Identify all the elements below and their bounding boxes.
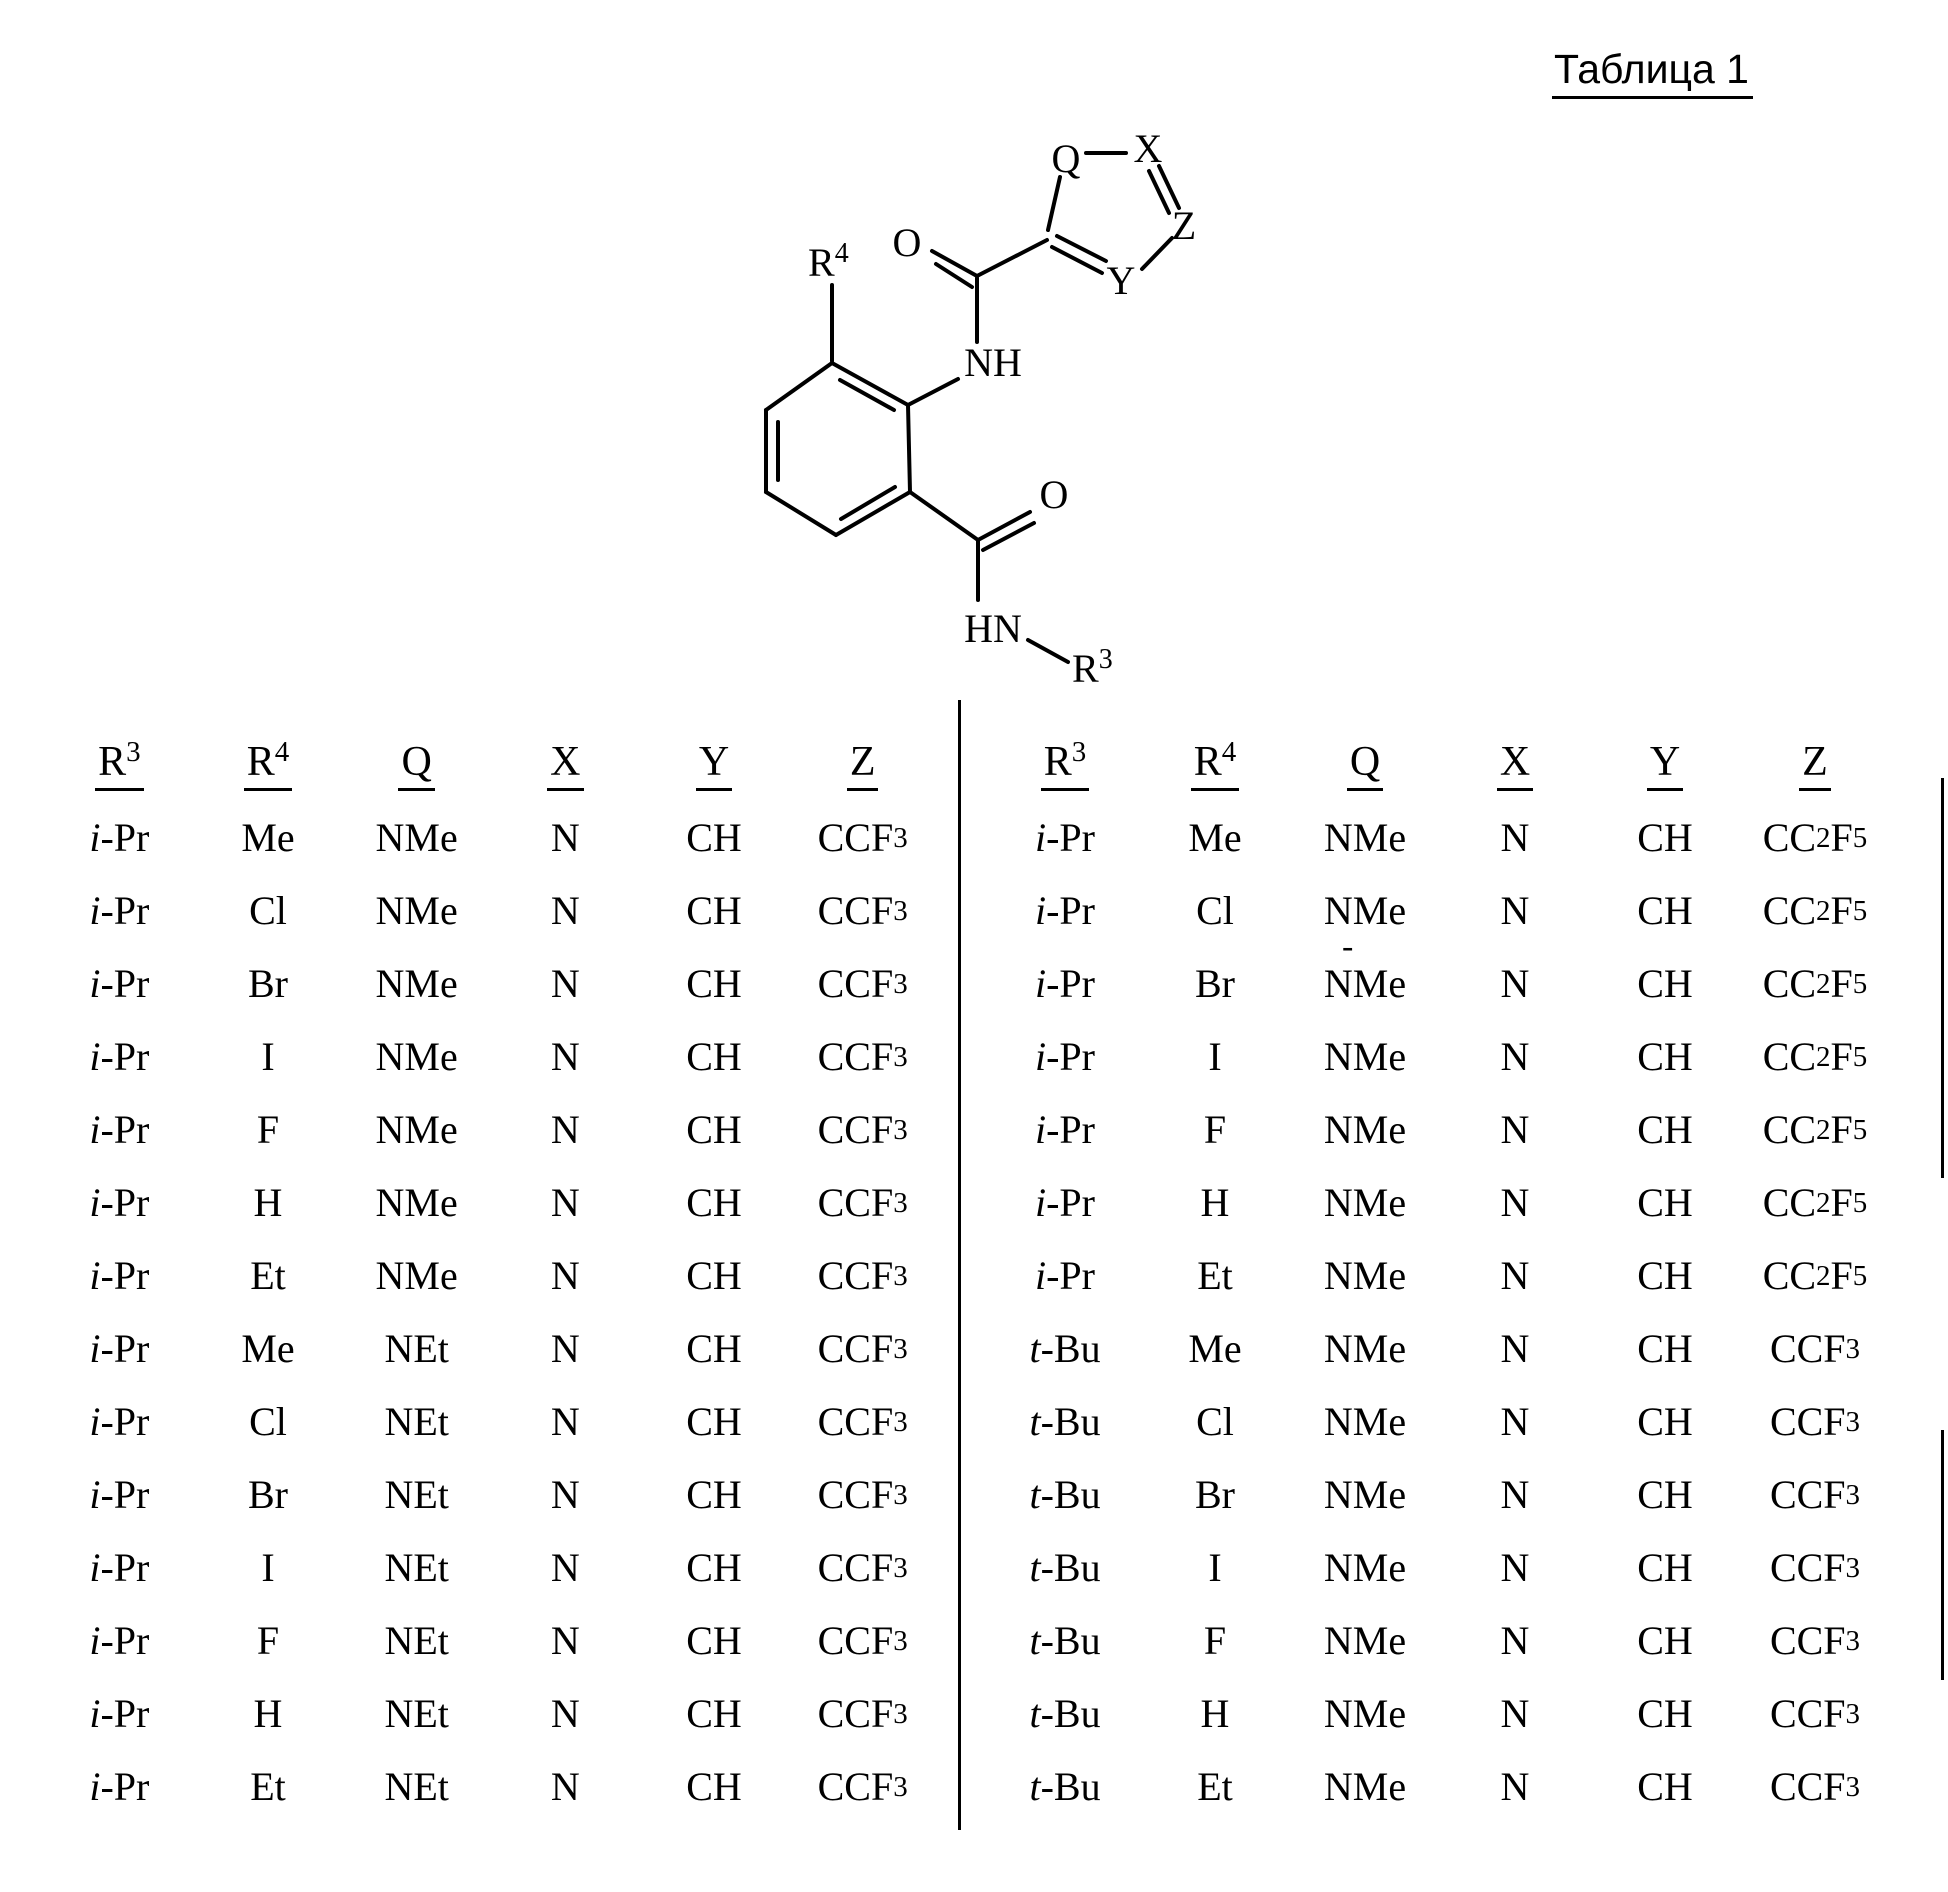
- table-cell-r3: i -Pr: [89, 1107, 150, 1152]
- column-header-y: Y: [1590, 728, 1740, 801]
- table-cell-z: CCF 3: [1769, 1399, 1861, 1444]
- table-cell-r4: F: [256, 1618, 280, 1663]
- chemical-structure: [560, 80, 1260, 720]
- table-cell-r3: i -Pr: [1034, 888, 1095, 933]
- table-cell-y: CH: [686, 1691, 742, 1736]
- table-cell-x: N: [550, 1034, 580, 1079]
- table-cell-q: NMe: [1323, 1472, 1407, 1517]
- table-cell-x: N: [1500, 1764, 1530, 1809]
- table-cell-x: N: [550, 1764, 580, 1809]
- table-cell-r4: I: [261, 1545, 275, 1590]
- table-cell-y: CH: [1637, 1545, 1693, 1590]
- column-header-r4: $R^4$: [1140, 728, 1290, 801]
- table-cell-z: CCF 3: [817, 961, 908, 1006]
- table-cell-z: CC 2 F 5: [1762, 1034, 1868, 1079]
- table-cell-y: CH: [686, 1107, 742, 1152]
- column-header-q: Q: [342, 728, 491, 801]
- table-cell-r4: Et: [1197, 1253, 1233, 1298]
- table-cell-y: CH: [686, 1472, 742, 1517]
- table-cell-y: CH: [1637, 888, 1693, 933]
- table-cell-z: CCF 3: [817, 1034, 908, 1079]
- table-cell-x: N: [550, 1691, 580, 1736]
- table-cell-x: N: [550, 1399, 580, 1444]
- table-cell-z: CCF 3: [817, 815, 908, 860]
- table-cell-q: NMe: [1323, 1691, 1407, 1736]
- table-cell-z: CCF 3: [817, 1691, 908, 1736]
- table-cell-r4: Br: [1195, 1472, 1235, 1517]
- table-cell-z: CC 2 F 5: [1762, 1180, 1868, 1225]
- column-header-x: X: [1440, 728, 1590, 801]
- label-z: Z: [1171, 203, 1197, 248]
- table-cell-r3: i -Pr: [89, 1034, 150, 1079]
- table-cell-r4: Me: [1188, 1326, 1242, 1371]
- table-cell-q: NMe: [375, 888, 458, 933]
- label-hn: HN: [964, 606, 1022, 651]
- table-cell-x: N: [1500, 1691, 1530, 1736]
- table-cell-z: CCF 3: [1769, 1472, 1861, 1517]
- table-cell-z: CC 2 F 5: [1762, 1253, 1868, 1298]
- table-cell-x: N: [1500, 1618, 1530, 1663]
- table-cell-r3: i -Pr: [89, 1180, 150, 1225]
- table-cell-z: CCF 3: [1769, 1618, 1861, 1663]
- table-cell-y: CH: [1637, 1399, 1693, 1444]
- table-cell-r3: i -Pr: [1034, 1107, 1095, 1152]
- table-cell-r4: Et: [250, 1764, 286, 1809]
- table-cell-r4: Br: [1195, 961, 1235, 1006]
- table-cell-r3: i -Pr: [89, 1472, 150, 1517]
- table-cell-r4: H: [1200, 1691, 1230, 1736]
- table-cell-r4: H: [1200, 1180, 1230, 1225]
- table-cell-r3: i -Pr: [89, 1326, 150, 1371]
- table-cell-r4: Cl: [249, 888, 287, 933]
- column-header-y: Y: [640, 728, 789, 801]
- table-cell-y: CH: [1637, 815, 1693, 860]
- table-divider: [958, 700, 961, 1830]
- table-cell-r4: Cl: [1196, 888, 1234, 933]
- table-cell-r4: Me: [241, 815, 295, 860]
- table-cell-x: N: [550, 1618, 580, 1663]
- table-cell-y: CH: [686, 888, 742, 933]
- table-cell-r3: i -Pr: [89, 888, 150, 933]
- table-cell-z: CCF 3: [817, 1253, 908, 1298]
- column-header-r4: $R^4$: [194, 728, 343, 801]
- label-r3: $R^3$: [1072, 644, 1113, 691]
- table-title: Таблица 1: [1552, 46, 1753, 99]
- table-cell-z: CCF 3: [817, 1326, 908, 1371]
- table-cell-r4: F: [1203, 1618, 1227, 1663]
- table-cell-r3: i -Pr: [89, 1618, 150, 1663]
- table-cell-y: CH: [686, 1618, 742, 1663]
- table-cell-r3: i -Pr: [1034, 961, 1095, 1006]
- table-cell-r4: Me: [241, 1326, 295, 1371]
- table-cell-r4: Cl: [249, 1399, 287, 1444]
- table-cell-z: CC 2 F 5: [1762, 1107, 1868, 1152]
- table-cell-x: N: [1500, 1180, 1530, 1225]
- table-cell-y: CH: [686, 815, 742, 860]
- table-cell-y: CH: [686, 1253, 742, 1298]
- table-cell-q: NEt: [384, 1691, 449, 1736]
- table-cell-z: CCF 3: [817, 1618, 908, 1663]
- table-cell-z: CCF 3: [1769, 1545, 1861, 1590]
- table-cell-z: CCF 3: [817, 888, 908, 933]
- label-nh: NH: [964, 340, 1022, 385]
- table-cell-q: NMe: [1323, 1326, 1407, 1371]
- table-cell-x: N: [550, 1326, 580, 1371]
- table-cell-x: N: [1500, 1472, 1530, 1517]
- column-header-z: Z: [788, 728, 937, 801]
- table-cell-r4: Et: [1197, 1764, 1233, 1809]
- table-cell-z: CCF 3: [817, 1107, 908, 1152]
- table-cell-r4: Br: [247, 1472, 288, 1517]
- table-cell-z: CC 2 F 5: [1762, 961, 1868, 1006]
- table-cell-x: N: [550, 961, 580, 1006]
- table-cell-q: NMe: [1323, 1764, 1407, 1809]
- table-cell-r3: t -Bu: [1029, 1691, 1101, 1736]
- table-cell-q: NEt: [384, 1472, 449, 1517]
- table-cell-r3: t -Bu: [1029, 1764, 1101, 1809]
- table-cell-x: N: [1500, 1545, 1530, 1590]
- table-cell-x: N: [550, 1545, 580, 1590]
- table-cell-r4: Cl: [1196, 1399, 1234, 1444]
- table-cell-y: CH: [1637, 1253, 1693, 1298]
- table-cell-q: NMe: [1323, 1107, 1407, 1152]
- table-cell-r3: i -Pr: [1034, 1253, 1095, 1298]
- table-cell-r3: i -Pr: [89, 1399, 150, 1444]
- table-cell-x: N: [1500, 1107, 1530, 1152]
- table-cell-z: CCF 3: [1769, 1326, 1861, 1371]
- table-cell-q: NMe: [1323, 1545, 1407, 1590]
- table-cell-z: CCF 3: [817, 1764, 908, 1809]
- table-cell-z: CCF 3: [1769, 1691, 1861, 1736]
- table-cell-q: NMe: [375, 1180, 458, 1225]
- table-cell-z: CCF 3: [1769, 1764, 1861, 1809]
- table-cell-q: NEt: [384, 1618, 449, 1663]
- table-cell-q: NEt: [384, 1399, 449, 1444]
- table-cell-y: CH: [686, 1034, 742, 1079]
- table-cell-z: CC 2 F 5: [1762, 815, 1868, 860]
- scan-artifact-dash: -: [1342, 928, 1354, 965]
- table-cell-q: NMe: [375, 1253, 458, 1298]
- table-cell-r4: I: [1208, 1545, 1222, 1590]
- table-cell-z: CCF 3: [817, 1472, 908, 1517]
- table-cell-x: N: [1500, 1034, 1530, 1079]
- table-cell-y: CH: [686, 1764, 742, 1809]
- table-cell-x: N: [1500, 961, 1530, 1006]
- table-cell-q: NMe: [1323, 815, 1407, 860]
- table-cell-q: NEt: [384, 1764, 449, 1809]
- label-o-bottom: O: [1039, 472, 1069, 517]
- table-cell-q: NMe: [1323, 1180, 1407, 1225]
- table-cell-r4: H: [253, 1691, 283, 1736]
- table-cell-y: CH: [1637, 1618, 1693, 1663]
- table-cell-x: N: [550, 1107, 580, 1152]
- table-cell-y: CH: [1637, 1107, 1693, 1152]
- table-cell-q: NMe: [1323, 888, 1407, 933]
- table-cell-q: NMe: [1323, 1399, 1407, 1444]
- table-cell-r4: Et: [250, 1253, 286, 1298]
- label-o-top: O: [892, 220, 922, 265]
- table-cell-y: CH: [1637, 961, 1693, 1006]
- table-cell-r3: i -Pr: [1034, 1034, 1095, 1079]
- table-cell-r3: t -Bu: [1029, 1545, 1101, 1590]
- table-cell-q: NMe: [375, 815, 458, 860]
- table-cell-q: NMe: [375, 961, 458, 1006]
- table-cell-y: CH: [686, 961, 742, 1006]
- label-r4: $R^4$: [808, 238, 849, 285]
- table-cell-q: NEt: [384, 1326, 449, 1371]
- table-cell-y: CH: [1637, 1472, 1693, 1517]
- table-cell-r3: i -Pr: [89, 1545, 150, 1590]
- substituent-table-left: [45, 728, 937, 1823]
- label-x: X: [1133, 126, 1163, 171]
- table-cell-y: CH: [1637, 1034, 1693, 1079]
- table-cell-r3: t -Bu: [1029, 1326, 1101, 1371]
- table-cell-r3: i -Pr: [89, 1253, 150, 1298]
- table-cell-x: N: [550, 1180, 580, 1225]
- scan-edge-artifact: [1941, 778, 1944, 1178]
- table-cell-x: N: [550, 888, 580, 933]
- table-cell-z: CC 2 F 5: [1762, 888, 1868, 933]
- table-cell-z: CCF 3: [817, 1545, 908, 1590]
- column-header-r3: $R^3$: [45, 728, 194, 801]
- table-cell-r3: t -Bu: [1029, 1618, 1101, 1663]
- chemical-structure-drawing: [560, 80, 1260, 720]
- table-cell-r3: i -Pr: [89, 815, 150, 860]
- table-cell-x: N: [1500, 1399, 1530, 1444]
- atom-labels: [808, 126, 1196, 691]
- table-cell-z: CCF 3: [817, 1399, 908, 1444]
- table-cell-x: N: [1500, 1326, 1530, 1371]
- label-q: Q: [1051, 136, 1081, 181]
- label-y: Y: [1106, 258, 1136, 303]
- substituent-table-right: [990, 728, 1890, 1823]
- column-header-x: X: [491, 728, 640, 801]
- table-cell-x: N: [550, 815, 580, 860]
- table-cell-q: NMe: [375, 1034, 458, 1079]
- table-cell-r3: t -Bu: [1029, 1399, 1101, 1444]
- table-cell-r4: H: [253, 1180, 283, 1225]
- table-cell-y: CH: [1637, 1691, 1693, 1736]
- table-cell-r4: I: [261, 1034, 275, 1079]
- column-header-r3: $R^3$: [990, 728, 1140, 801]
- table-cell-x: N: [1500, 1253, 1530, 1298]
- table-cell-r4: Me: [1188, 815, 1242, 860]
- table-cell-z: CCF 3: [817, 1180, 908, 1225]
- table-cell-y: CH: [686, 1545, 742, 1590]
- table-cell-r4: F: [256, 1107, 280, 1152]
- table-cell-r4: F: [1203, 1107, 1227, 1152]
- table-cell-y: CH: [1637, 1326, 1693, 1371]
- table-cell-x: N: [1500, 815, 1530, 860]
- column-header-q: Q: [1290, 728, 1440, 801]
- table-cell-r4: Br: [247, 961, 288, 1006]
- table-cell-y: CH: [686, 1326, 742, 1371]
- bond-lines: [766, 153, 1179, 662]
- table-cell-r3: i -Pr: [89, 961, 150, 1006]
- table-cell-q: NMe: [1323, 961, 1407, 1006]
- table-cell-x: N: [550, 1472, 580, 1517]
- table-cell-r3: t -Bu: [1029, 1472, 1101, 1517]
- table-cell-r3: i -Pr: [89, 1764, 150, 1809]
- table-cell-x: N: [550, 1253, 580, 1298]
- table-cell-r4: I: [1208, 1034, 1222, 1079]
- table-cell-y: CH: [686, 1180, 742, 1225]
- table-cell-r3: i -Pr: [1034, 1180, 1095, 1225]
- table-cell-y: CH: [1637, 1180, 1693, 1225]
- table-cell-y: CH: [1637, 1764, 1693, 1809]
- table-cell-y: CH: [686, 1399, 742, 1444]
- column-header-z: Z: [1740, 728, 1890, 801]
- table-cell-q: NEt: [384, 1545, 449, 1590]
- table-cell-q: NMe: [1323, 1253, 1407, 1298]
- table-cell-q: NMe: [1323, 1618, 1407, 1663]
- table-cell-x: N: [1500, 888, 1530, 933]
- table-cell-r3: i -Pr: [1034, 815, 1095, 860]
- scan-edge-artifact: [1941, 1430, 1944, 1680]
- table-cell-q: NMe: [1323, 1034, 1407, 1079]
- table-cell-r3: i -Pr: [89, 1691, 150, 1736]
- table-cell-q: NMe: [375, 1107, 458, 1152]
